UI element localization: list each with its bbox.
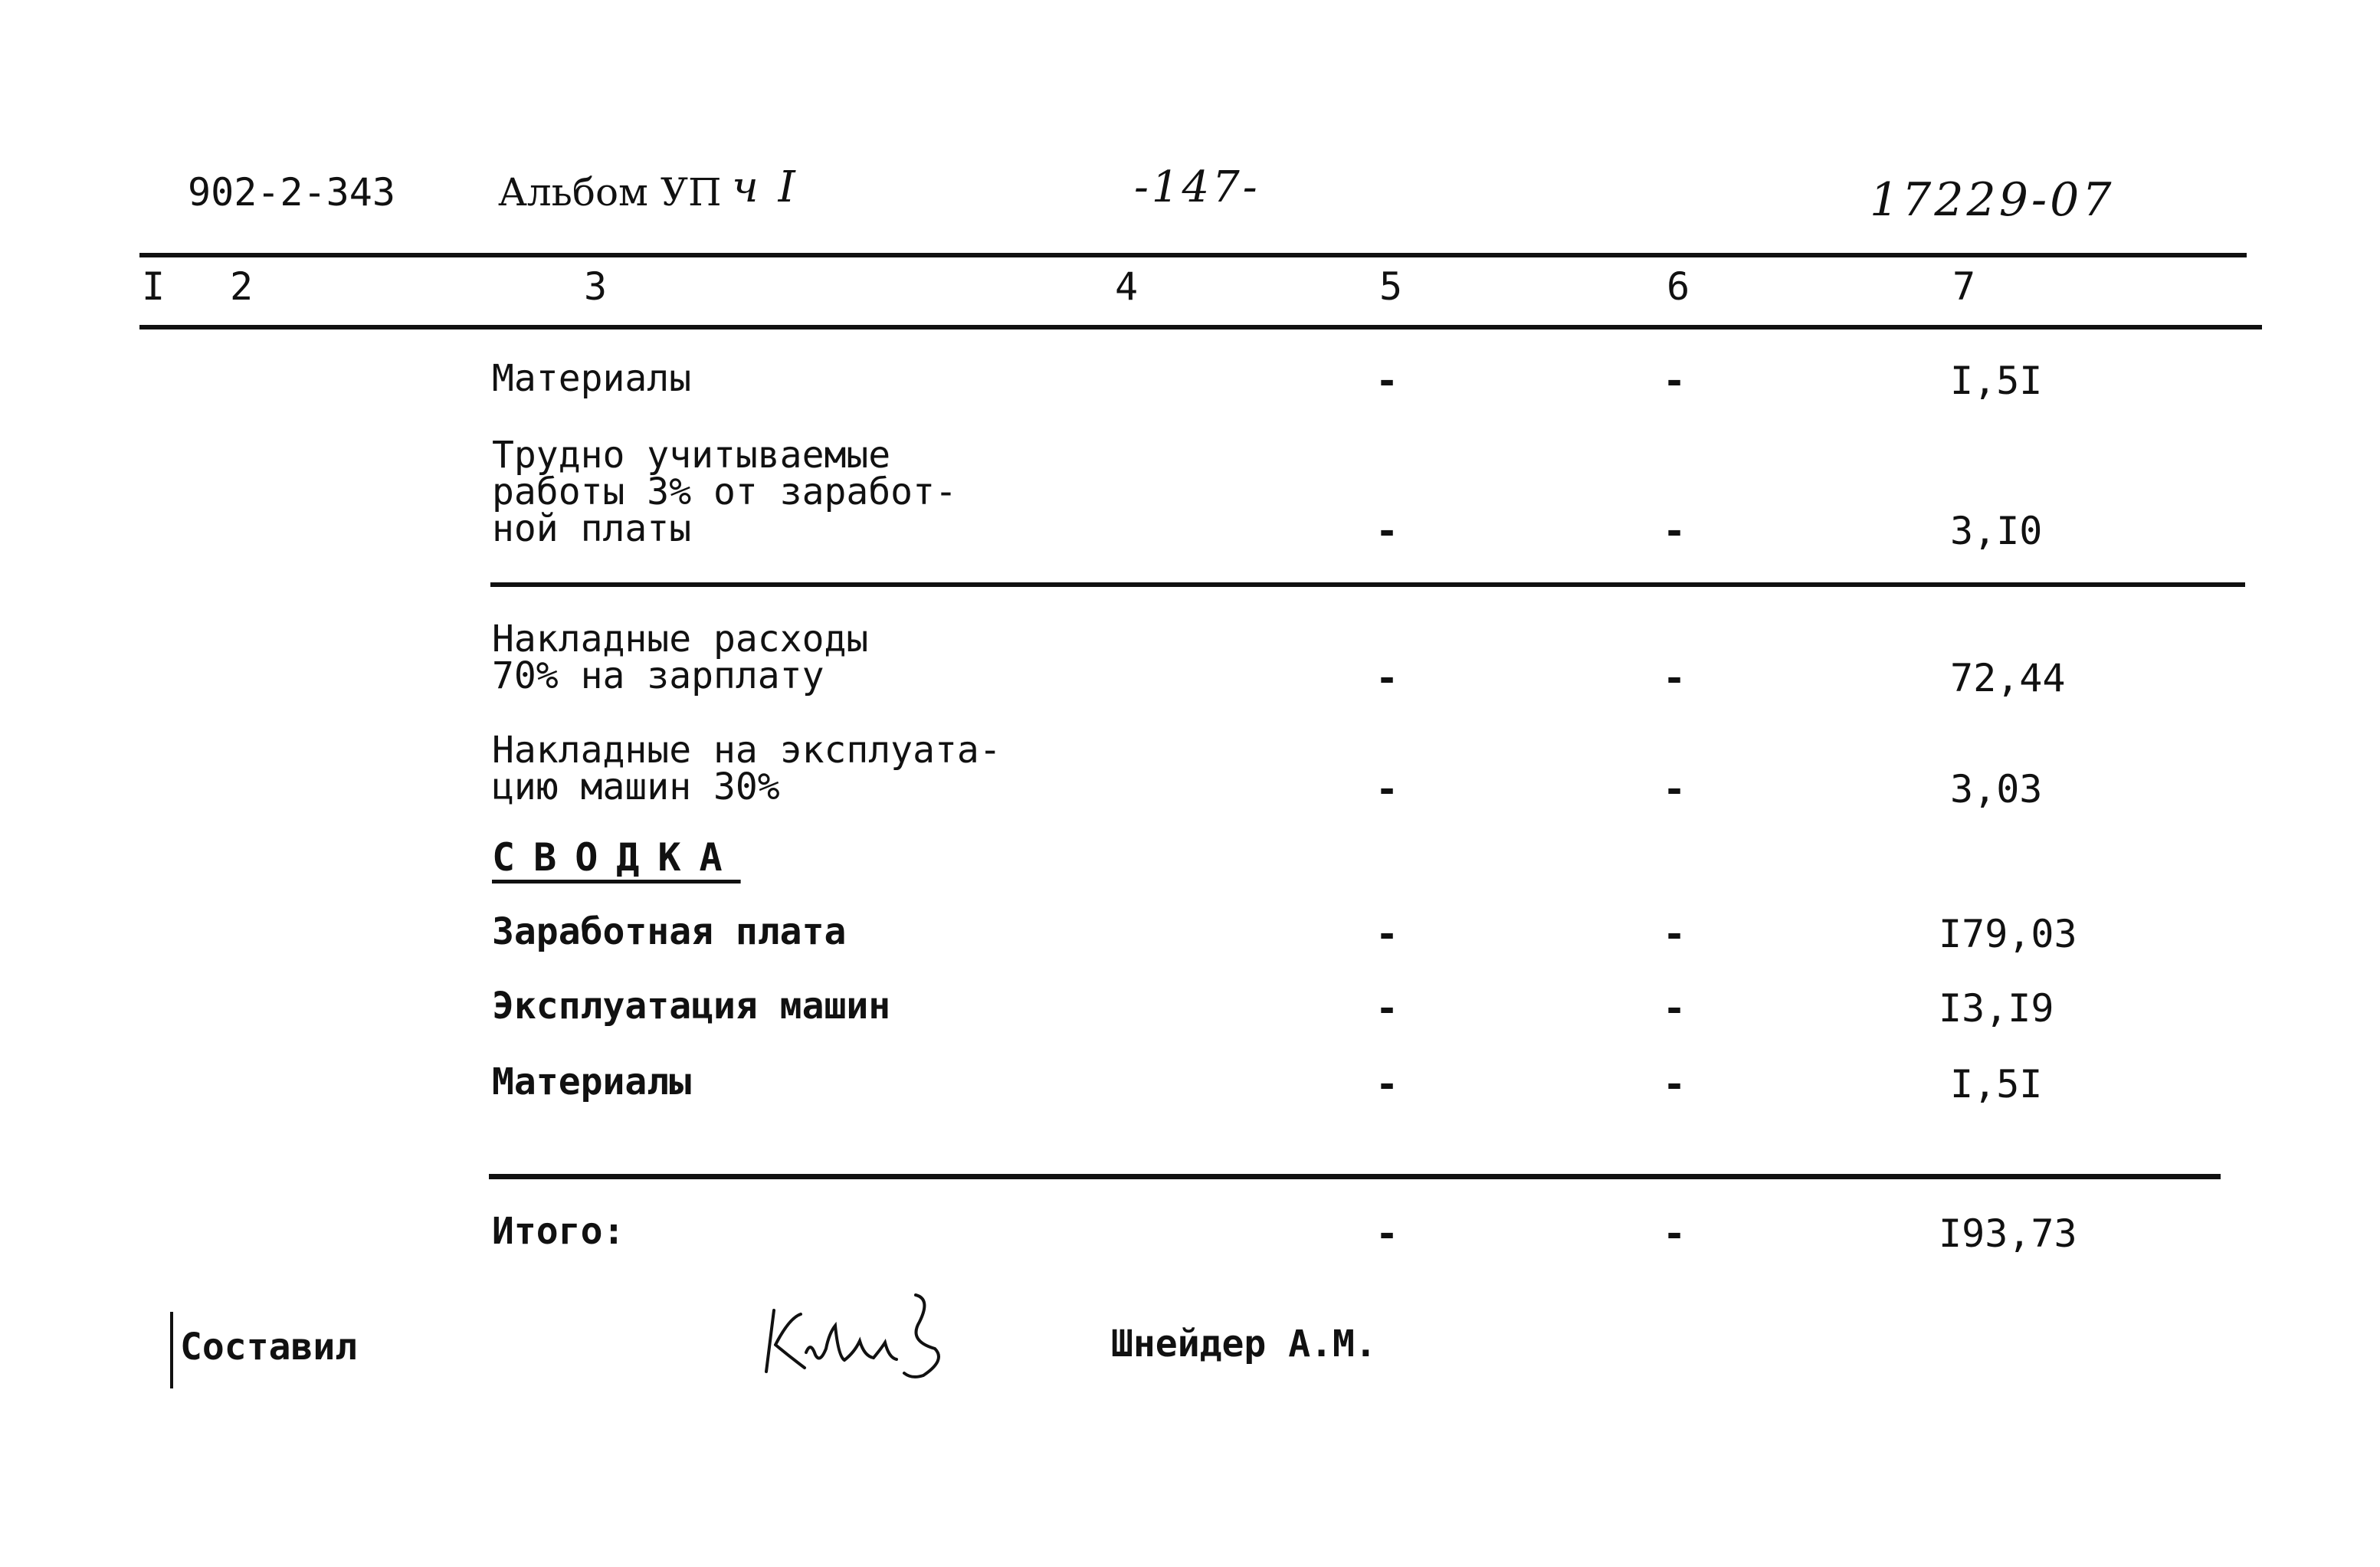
row-col7: 3,03 bbox=[1950, 767, 2043, 811]
sheet-code: 17229-07 bbox=[1870, 173, 2115, 227]
doc-code: 902-2-343 bbox=[188, 170, 395, 215]
row-label: Материалы bbox=[492, 357, 692, 400]
section-rule bbox=[490, 582, 2245, 587]
column-number-6: 6 bbox=[1667, 264, 1690, 309]
summary-row-col7: I,5I bbox=[1950, 1062, 2043, 1106]
summary-row-col5: - bbox=[1375, 912, 1399, 956]
row-col5: - bbox=[1375, 656, 1399, 700]
row-label: ной платы bbox=[492, 507, 692, 550]
total-label: Итого: bbox=[492, 1210, 625, 1253]
total-col5: - bbox=[1375, 1211, 1399, 1256]
total-col7: I93,73 bbox=[1939, 1211, 2077, 1256]
summary-row-col7: I79,03 bbox=[1939, 912, 2077, 956]
row-col5: - bbox=[1375, 767, 1399, 811]
row-label: цию машин 30% bbox=[492, 765, 780, 808]
row-col6: - bbox=[1663, 656, 1687, 700]
row-col5: - bbox=[1375, 359, 1399, 403]
summary-row-col5: - bbox=[1375, 986, 1399, 1031]
column-number-2: 2 bbox=[230, 264, 254, 309]
album-part: ч I bbox=[732, 162, 798, 212]
summary-row-col6: - bbox=[1663, 986, 1687, 1031]
signature-image bbox=[759, 1287, 958, 1387]
summary-row-col6: - bbox=[1663, 912, 1687, 956]
summary-row-label: Материалы bbox=[492, 1061, 692, 1103]
column-number-5: 5 bbox=[1379, 264, 1403, 309]
page-number: -147- bbox=[1134, 162, 1260, 212]
total-col6: - bbox=[1663, 1211, 1687, 1256]
summary-row-label: Заработная плата bbox=[492, 910, 847, 953]
summary-heading: СВОДКА bbox=[492, 835, 741, 880]
margin-bar bbox=[170, 1312, 173, 1388]
row-col7: I,5I bbox=[1950, 359, 2043, 403]
column-number-3: 3 bbox=[584, 264, 608, 309]
row-col7: 3,I0 bbox=[1950, 509, 2043, 553]
row-col6: - bbox=[1663, 359, 1687, 403]
row-label: Накладные на эксплуата- bbox=[492, 729, 1002, 772]
author-name: Шнейдер А.М. bbox=[1111, 1323, 1377, 1365]
row-label: Трудно учитываемые bbox=[492, 434, 891, 477]
row-label: 70% на зарплату bbox=[492, 654, 824, 697]
row-col7: 72,44 bbox=[1950, 656, 2066, 700]
compiled-label: Составил bbox=[180, 1326, 358, 1369]
column-number-7: 7 bbox=[1952, 264, 1976, 309]
summary-row-col7: I3,I9 bbox=[1939, 986, 2054, 1031]
row-label: работы 3% от заработ- bbox=[492, 470, 957, 513]
total-rule bbox=[489, 1174, 2221, 1179]
row-col6: - bbox=[1663, 767, 1687, 811]
column-number-4: 4 bbox=[1115, 264, 1139, 309]
header-rule-bottom bbox=[139, 325, 2262, 329]
header-rule-top bbox=[139, 253, 2247, 257]
summary-row-col6: - bbox=[1663, 1062, 1687, 1106]
summary-row-label: Эксплуатация машин bbox=[492, 985, 891, 1028]
row-col6: - bbox=[1663, 509, 1687, 553]
album-label: Альбом УП bbox=[498, 170, 722, 215]
row-label: Накладные расходы bbox=[492, 618, 869, 661]
row-col5: - bbox=[1375, 509, 1399, 553]
column-number-1: I bbox=[142, 264, 166, 309]
summary-row-col5: - bbox=[1375, 1062, 1399, 1106]
